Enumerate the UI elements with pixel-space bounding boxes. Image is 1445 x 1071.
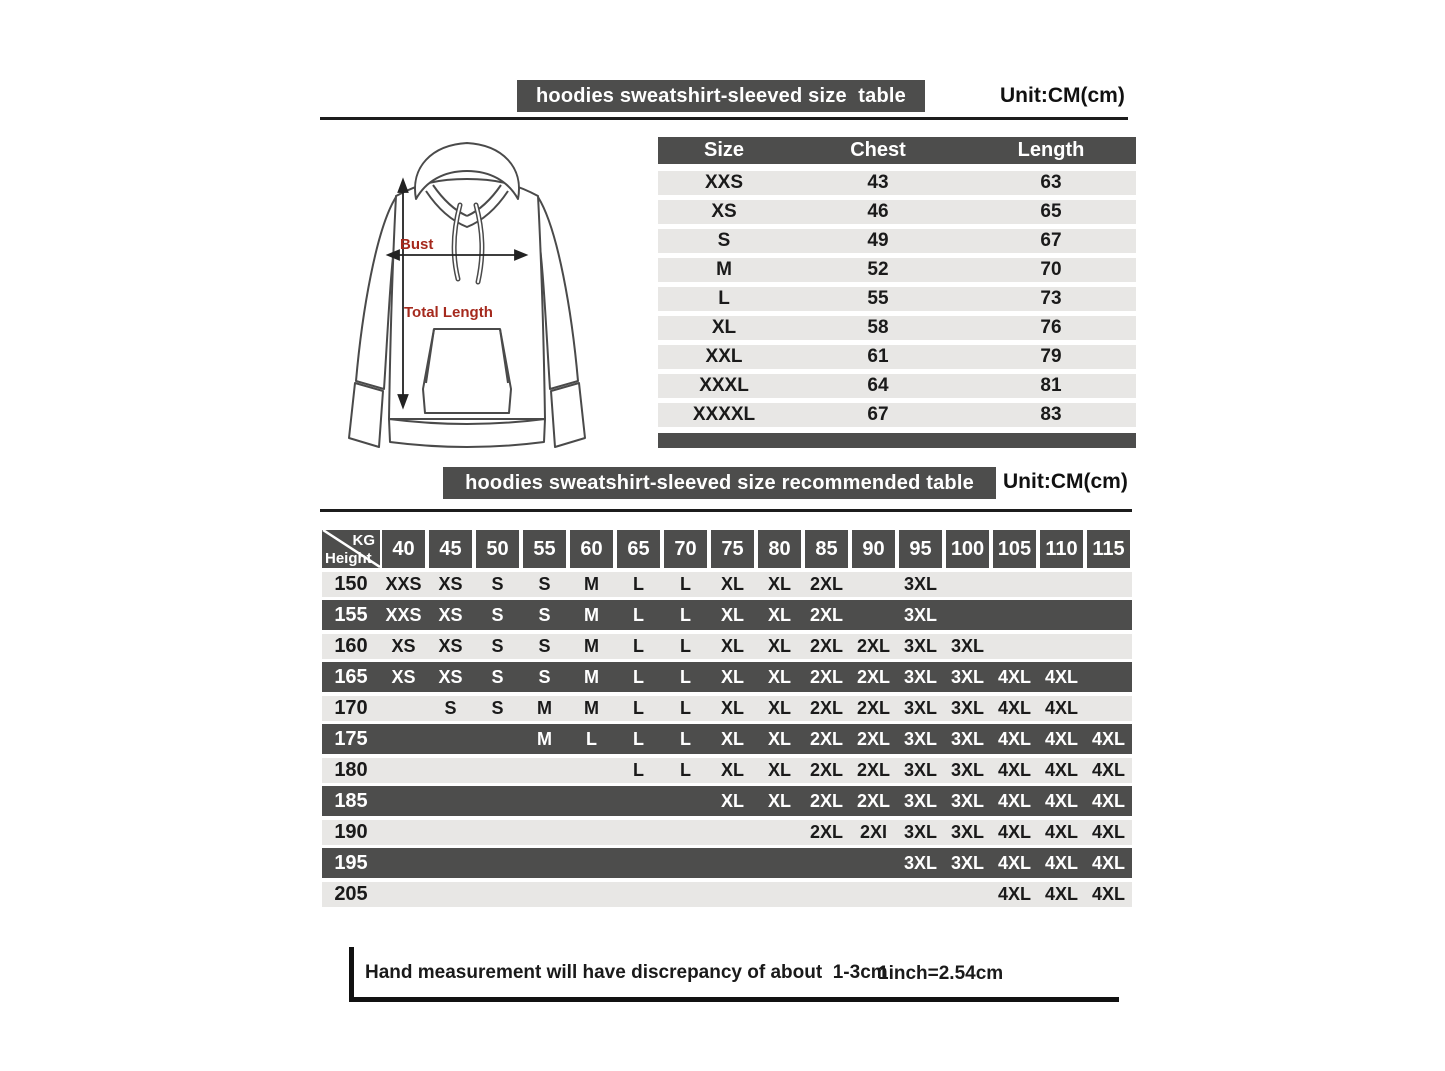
height-label: 180 (334, 759, 368, 781)
size-recommendation-cell: L (633, 604, 644, 625)
size-recommendation-cell: XL (720, 760, 744, 780)
size-recommendation-cell: 3XL (903, 604, 937, 625)
size-recommendation-cell: 2XL (856, 636, 890, 656)
size-recommendation-cell: 4XL (1044, 822, 1078, 842)
chest-value: 43 (867, 172, 889, 193)
size-recommendation-cell: 2XL (856, 666, 890, 687)
weight-column-header: 85 (805, 530, 848, 568)
height-row-180 (322, 758, 1132, 783)
weight-column-header: 90 (852, 530, 895, 568)
height-label: 195 (334, 851, 368, 874)
kg-corner-label: KG (352, 532, 375, 549)
size-recommendation-cell: 3XL (903, 760, 937, 780)
size-table-row (658, 345, 1136, 369)
recommended-table-body (322, 568, 1132, 910)
size-recommendation-cell: XL (767, 698, 791, 718)
left-cuff (349, 383, 383, 447)
chest-value: 46 (867, 201, 889, 222)
height-label: 165 (334, 665, 368, 688)
weight-column-header: 70 (664, 530, 707, 568)
weight-column-header: 50 (476, 530, 519, 568)
size-recommendation-cell: 4XL (997, 790, 1031, 811)
size-recommendation-cell: 2XL (856, 698, 890, 718)
weight-column-header: 80 (758, 530, 801, 568)
divider-line-1 (320, 117, 1128, 120)
size-label: XXS (704, 172, 744, 193)
size-recommendation-cell: XS (391, 636, 416, 656)
total-length-label: Total Length (404, 304, 493, 321)
size-recommendation-cell: 4XL (997, 822, 1031, 842)
size-recommendation-cell: 2XL (809, 574, 843, 594)
size-recommendation-cell: 3XL (950, 728, 984, 749)
length-value: 67 (1040, 230, 1062, 251)
height-row-160 (322, 634, 1132, 659)
weight-column-header: 40 (382, 530, 425, 568)
size-recommendation-cell: 3XL (950, 822, 984, 842)
size-label: M (716, 259, 732, 280)
size-recommendation-cell: 4XL (1091, 790, 1125, 811)
size-recommendation-cell: 3XL (903, 728, 937, 749)
hoodie-diagram (330, 133, 602, 455)
size-recommendation-cell: XL (767, 760, 791, 780)
size-recommendation-cell: 2XL (856, 790, 890, 811)
size-recommendation-cell: 4XL (1044, 698, 1078, 718)
height-label: 190 (334, 821, 368, 843)
size-recommendation-cell: XS (438, 574, 463, 594)
height-row-205 (322, 882, 1132, 907)
size-recommendation-cell: L (633, 698, 644, 718)
size-recommendation-cell: 3XL (903, 822, 937, 842)
size-recommendation-cell: 4XL (1044, 728, 1078, 749)
size-recommendation-cell: 3XL (903, 666, 937, 687)
size-recommendation-cell: S (538, 666, 551, 687)
size-recommendation-cell: XL (720, 790, 744, 811)
chest-value: 61 (867, 346, 889, 367)
height-row-155 (322, 600, 1132, 630)
size-recommendation-cell: M (584, 604, 599, 625)
size-recommendation-cell: 2XL (809, 604, 843, 625)
size-table-header (658, 137, 1136, 164)
chest-value: 52 (867, 259, 889, 280)
weight-column-header: 55 (523, 530, 566, 568)
right-cuff (551, 383, 585, 447)
chest-value: 55 (867, 288, 889, 309)
weight-column-header: 95 (899, 530, 942, 568)
kg-height-corner-cell (322, 530, 380, 568)
height-row-185 (322, 786, 1132, 816)
size-recommendation-cell: 3XL (903, 852, 937, 873)
height-row-195 (322, 848, 1132, 878)
length-value: 79 (1040, 346, 1062, 367)
size-recommendation-cell: XL (767, 574, 791, 594)
size-recommendation-cell: 4XL (1044, 852, 1078, 873)
height-row-175 (322, 724, 1132, 754)
size-recommendation-cell: S (444, 698, 457, 718)
size-recommendation-cell: 4XL (997, 728, 1031, 749)
size-table-title: hoodies sweatshirt-sleeved size table (517, 80, 925, 112)
size-recommendation-cell: 3XL (950, 760, 984, 780)
size-recommendation-cell: XL (767, 636, 791, 656)
height-label: 205 (334, 883, 368, 905)
weight-column-header: 105 (993, 530, 1036, 568)
height-row-165 (322, 662, 1132, 692)
size-label: S (717, 230, 731, 251)
size-recommendation-cell: 2XL (809, 666, 843, 687)
size-recommendation-cell: 3XL (903, 574, 937, 594)
size-recommendation-cell: XS (438, 636, 463, 656)
size-recommendation-cell: XL (767, 666, 791, 687)
length-column-header: Length (1017, 139, 1085, 161)
size-recommendation-cell: M (537, 728, 552, 749)
size-recommendation-cell: L (633, 636, 644, 656)
size-recommendation-cell: L (680, 666, 691, 687)
size-recommendation-cell: S (491, 698, 504, 718)
size-recommendation-cell: XL (767, 790, 791, 811)
height-label: 170 (334, 697, 368, 719)
height-row-170 (322, 696, 1132, 721)
height-label: 150 (334, 573, 368, 595)
length-value: 81 (1040, 375, 1062, 396)
size-recommendation-cell: S (491, 636, 504, 656)
size-recommendation-cell: 4XL (1044, 760, 1078, 780)
size-recommendation-cell: 3XL (950, 790, 984, 811)
size-recommendation-cell: 2XL (809, 760, 843, 780)
size-recommendation-cell: 3XL (903, 636, 937, 656)
size-recommendation-cell: 4XL (997, 852, 1031, 873)
size-recommendation-cell: L (680, 574, 691, 594)
size-table-row (658, 287, 1136, 311)
hem-band (389, 419, 545, 447)
size-recommendation-cell: 2XL (809, 636, 843, 656)
height-label: 175 (334, 727, 368, 750)
size-recommendation-cell: XL (720, 728, 744, 749)
size-recommendation-cell: XS (438, 666, 463, 687)
recommended-table-header (322, 530, 1132, 568)
size-recommendation-cell: L (680, 698, 691, 718)
size-recommendation-cell: 2XI (859, 822, 888, 842)
size-label: XL (711, 317, 737, 338)
height-row-190 (322, 820, 1132, 845)
size-recommendation-cell: 4XL (1091, 728, 1125, 749)
size-label: XXXL (699, 375, 749, 396)
footer-border-vertical (349, 947, 354, 1002)
size-recommendation-cell: S (538, 604, 551, 625)
size-recommendation-cell: 4XL (1044, 790, 1078, 811)
size-recommendation-cell: L (680, 760, 691, 780)
height-label: 155 (334, 603, 368, 626)
chest-value: 49 (867, 230, 889, 251)
size-label: L (718, 288, 730, 309)
length-value: 73 (1040, 288, 1062, 309)
size-recommendation-cell: 3XL (950, 698, 984, 718)
size-recommendation-cell: XXS (385, 604, 422, 625)
size-recommendation-cell: 2XL (809, 822, 843, 842)
size-recommendation-cell: S (538, 636, 551, 656)
size-table-row (658, 258, 1136, 282)
size-recommendation-cell: 3XL (950, 666, 984, 687)
size-recommendation-cell: 4XL (997, 760, 1031, 780)
size-recommendation-cell: 4XL (997, 666, 1031, 687)
size-recommendation-cell: 3XL (950, 852, 984, 873)
recommended-table-title: hoodies sweatshirt-sleeved size recommended table (443, 467, 996, 499)
weight-column-header: 75 (711, 530, 754, 568)
size-recommendation-cell: XL (720, 698, 744, 718)
size-recommendation-cell: XL (720, 574, 744, 594)
size-recommendation-cell: 3XL (903, 698, 937, 718)
weight-column-header: 65 (617, 530, 660, 568)
unit-label-2: Unit:CM(cm) (1003, 470, 1128, 493)
bust-label: Bust (400, 236, 434, 253)
size-recommendation-cell: 2XL (856, 728, 890, 749)
size-recommendation-cell: M (584, 666, 599, 687)
size-recommendation-cell: L (586, 728, 597, 749)
chest-value: 64 (867, 375, 889, 396)
size-recommendation-cell: XS (391, 666, 416, 687)
length-value: 70 (1040, 259, 1062, 280)
size-recommendation-cell: M (537, 698, 552, 718)
size-table-row (658, 403, 1136, 427)
weight-column-header: 100 (946, 530, 989, 568)
size-recommendation-cell: 2XL (809, 728, 843, 749)
weight-column-header: 110 (1040, 530, 1083, 568)
height-corner-label: Height (325, 550, 372, 567)
height-label: 160 (334, 635, 368, 657)
size-recommendation-cell: L (633, 760, 644, 780)
length-value: 63 (1040, 172, 1062, 193)
chest-value: 67 (867, 404, 889, 425)
size-recommendation-cell: 4XL (1044, 884, 1078, 904)
length-value: 65 (1040, 201, 1062, 222)
size-recommendation-cell: 4XL (997, 698, 1031, 718)
divider-line-2 (320, 509, 1132, 512)
size-recommendation-cell: XL (767, 728, 791, 749)
length-value: 76 (1040, 317, 1062, 338)
size-recommendation-cell: M (584, 574, 599, 594)
size-column-header: Size (703, 139, 745, 161)
size-recommendation-cell: L (633, 666, 644, 687)
chest-value: 58 (867, 317, 889, 338)
size-recommendation-cell: M (584, 636, 599, 656)
height-row-150 (322, 572, 1132, 597)
size-recommendation-cell: 3XL (903, 790, 937, 811)
inch-conversion-note: 1inch=2.54cm (878, 963, 1004, 984)
height-label: 185 (334, 789, 368, 812)
size-recommendation-cell: 4XL (1044, 666, 1078, 687)
size-table-row (658, 171, 1136, 195)
weight-column-header: 115 (1087, 530, 1130, 568)
size-recommendation-cell: L (680, 636, 691, 656)
size-label: XXL (705, 346, 743, 367)
size-recommendation-cell: 4XL (1091, 852, 1125, 873)
size-recommendation-cell: 2XL (809, 790, 843, 811)
size-recommendation-cell: L (680, 728, 691, 749)
size-recommendation-cell: S (491, 666, 504, 687)
size-recommendation-cell: XL (767, 604, 791, 625)
weight-column-header: 45 (429, 530, 472, 568)
size-recommendation-cell: 4XL (1091, 760, 1125, 780)
size-recommendation-cell: 4XL (997, 884, 1031, 904)
size-table-row (658, 229, 1136, 253)
size-recommendation-cell: 3XL (950, 636, 984, 656)
size-recommendation-cell: S (491, 604, 504, 625)
length-value: 83 (1040, 404, 1062, 425)
size-recommendation-cell: L (633, 574, 644, 594)
kangaroo-pocket (423, 329, 511, 413)
size-recommendation-cell: XL (720, 666, 744, 687)
size-recommendation-cell: XXS (385, 574, 422, 594)
size-recommendation-cell: 2XL (809, 698, 843, 718)
size-recommendation-cell: XL (720, 636, 744, 656)
size-recommendation-cell: S (538, 574, 551, 594)
footer-border-horizontal (349, 997, 1119, 1002)
measurement-note: Hand measurement will have discrepancy of about 1-3cm (365, 962, 888, 983)
size-recommendation-cell: XS (438, 604, 463, 625)
size-table (658, 137, 1136, 448)
size-recommendation-cell: XL (720, 604, 744, 625)
size-label: XXXXL (692, 404, 756, 425)
size-table-bottom-bar (658, 433, 1136, 448)
weight-column-header: 60 (570, 530, 613, 568)
chest-column-header: Chest (850, 139, 906, 161)
size-recommendation-cell: M (584, 698, 599, 718)
size-recommendation-cell: L (680, 604, 691, 625)
size-table-row (658, 316, 1136, 340)
size-recommendation-cell: L (633, 728, 644, 749)
size-recommendation-cell: 2XL (856, 760, 890, 780)
unit-label-1: Unit:CM(cm) (1000, 84, 1125, 107)
size-table-row (658, 374, 1136, 398)
size-table-body (658, 171, 1136, 427)
size-recommendation-cell: S (491, 574, 504, 594)
size-recommendation-cell: 4XL (1091, 822, 1125, 842)
size-table-row (658, 200, 1136, 224)
size-recommendation-cell: 4XL (1091, 884, 1125, 904)
size-label: XS (711, 201, 737, 222)
